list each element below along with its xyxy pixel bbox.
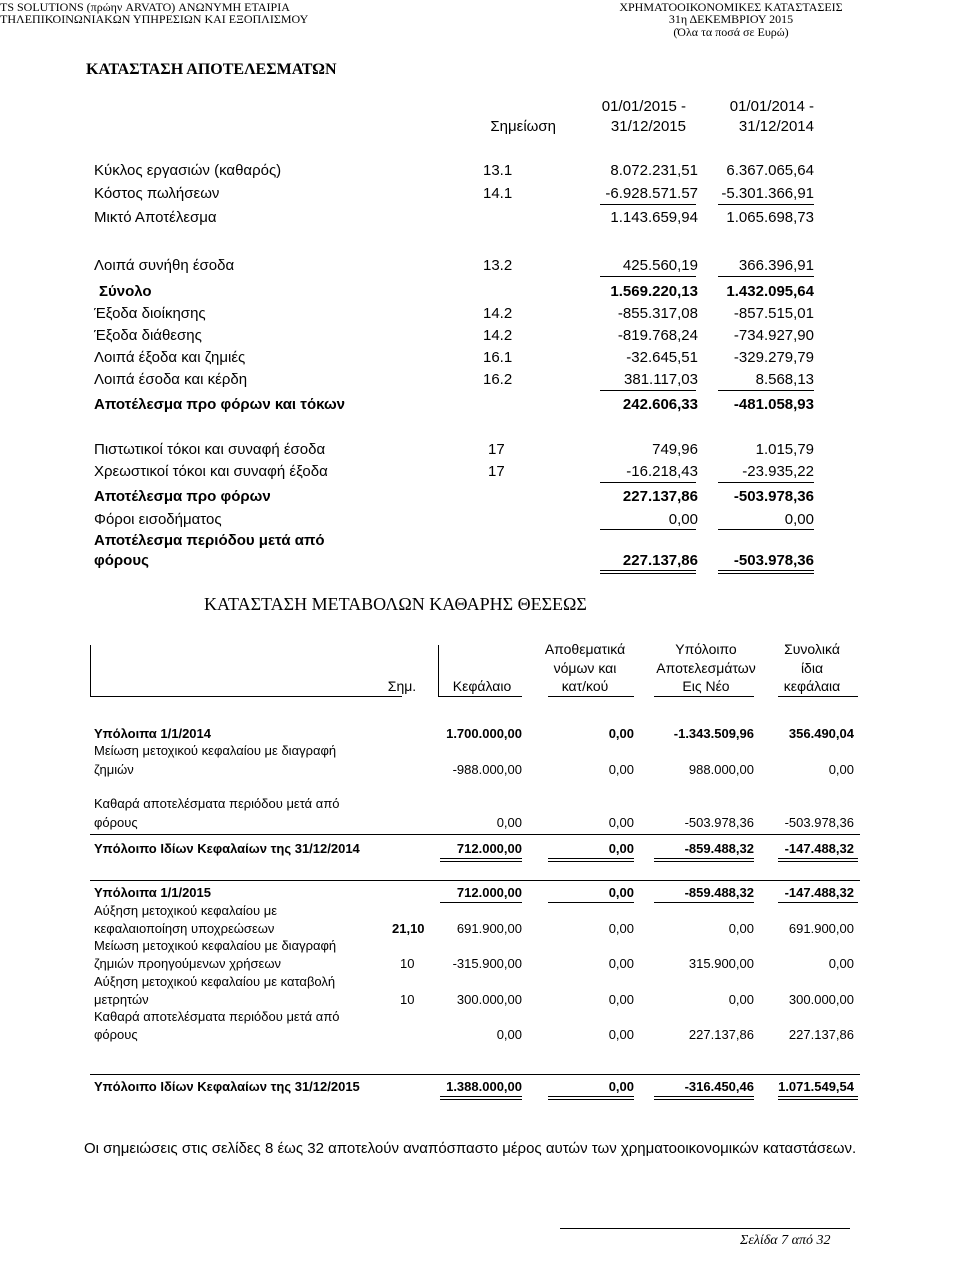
double-underline-2015 — [600, 573, 696, 574]
company-name-line1: TS SOLUTIONS (πρώην ARVATO) ΑΝΩΝΥΜΗ ΕΤΑΙΡΙΑ — [0, 0, 290, 14]
total-underline — [778, 1099, 858, 1100]
company-name-line2: ΤΗΛΕΠΙΚΟΙΝΩΝΙΑΚΩΝ ΥΠΗΡΕΣΙΩΝ ΚΑΙ ΕΞΟΠΛΙΣΜΟΥ — [0, 12, 309, 26]
row-underline — [440, 902, 522, 903]
total-underline — [440, 858, 522, 859]
col-header-retained-1: Υπόλοιπο — [675, 641, 737, 657]
underline-2014 — [718, 390, 814, 391]
col-header-2015-a: 01/01/2015 - — [601, 98, 686, 115]
col-header-total-1: Συνολικά — [784, 641, 840, 657]
col-header-2014-a: 01/01/2014 - — [729, 98, 814, 115]
header-rule — [438, 645, 439, 697]
total-underline — [548, 1096, 634, 1097]
total-underline — [778, 858, 858, 859]
statement-title: ΧΡΗΜΑΤΟΟΙΚΟΝΟΜΙΚΕΣ ΚΑΤΑΣΤΑΣΕΙΣ — [619, 0, 843, 14]
footer-rule — [560, 1228, 850, 1229]
col-header-reserves-3: κατ/κού — [561, 678, 609, 694]
header-rule — [778, 696, 858, 697]
col-header-2014-b: 31/12/2014 — [738, 118, 814, 135]
page-number: Σελίδα 7 από 32 — [740, 1233, 831, 1248]
total-underline — [440, 1099, 522, 1100]
col-header-total-3: κεφάλαια — [783, 678, 841, 694]
section-rule — [90, 880, 860, 881]
col-header-retained-3: Εις Νέο — [682, 678, 730, 694]
row-underline — [778, 902, 858, 903]
total-underline — [440, 861, 522, 862]
underline-2014 — [718, 570, 814, 571]
underline-2015 — [600, 204, 696, 205]
total-underline — [548, 861, 634, 862]
underline-2014 — [718, 276, 814, 277]
col-header-note: Σημ. — [387, 678, 417, 694]
col-header-reserves-1: Αποθεματικά — [544, 641, 626, 657]
row-underline — [654, 902, 754, 903]
underline-2014 — [718, 204, 814, 205]
row-rule — [90, 1074, 860, 1075]
underline-2015 — [600, 482, 696, 483]
col-header-note: Σημείωση — [490, 118, 556, 135]
statement-date: 31η ΔΕΚΕΜΒΡΙΟΥ 2015 — [668, 12, 794, 26]
total-underline — [654, 1099, 754, 1100]
col-header-capital: Κεφάλαιο — [452, 678, 512, 694]
underline-2015 — [600, 390, 696, 391]
total-underline — [548, 858, 634, 859]
header-rule — [438, 696, 522, 697]
row-rule — [90, 834, 860, 835]
notes-disclaimer: Οι σημειώσεις στις σελίδες 8 έως 32 αποτελούν αναπόσπαστο μέρος αυτών των χρηματοοικονομικών καταστάσεων. — [84, 1140, 857, 1157]
underline-2014 — [718, 482, 814, 483]
underline-2015 — [600, 276, 696, 277]
col-header-reserves-2: νόμων και — [553, 660, 617, 676]
total-underline — [654, 858, 754, 859]
total-underline — [778, 1096, 858, 1097]
header-rule — [90, 645, 91, 697]
double-underline-2014 — [718, 573, 814, 574]
total-underline — [440, 1096, 522, 1097]
row-underline — [548, 902, 634, 903]
col-header-2015-b: 31/12/2015 — [610, 118, 686, 135]
equity-statement-title: ΚΑΤΑΣΤΑΣΗ ΜΕΤΑΒΟΛΩΝ ΚΑΘΑΡΗΣ ΘΕΣΕΩΣ — [204, 594, 587, 614]
currency-note: (Όλα τα ποσά σε Ευρώ) — [673, 25, 789, 39]
total-underline — [654, 1096, 754, 1097]
income-statement-title: ΚΑΤΑΣΤΑΣΗ ΑΠΟΤΕΛΕΣΜΑΤΩΝ — [86, 61, 337, 78]
col-header-total-2: ίδια — [800, 660, 824, 676]
header-rule — [548, 696, 634, 697]
total-underline — [778, 861, 858, 862]
col-header-retained-2: Αποτελεσμάτων — [656, 660, 756, 676]
underline-2015 — [600, 570, 696, 571]
underline-2015 — [600, 529, 696, 530]
total-underline — [654, 861, 754, 862]
total-underline — [548, 1099, 634, 1100]
header-rule — [654, 696, 754, 697]
underline-2014 — [718, 529, 814, 530]
header-rule — [90, 696, 402, 697]
